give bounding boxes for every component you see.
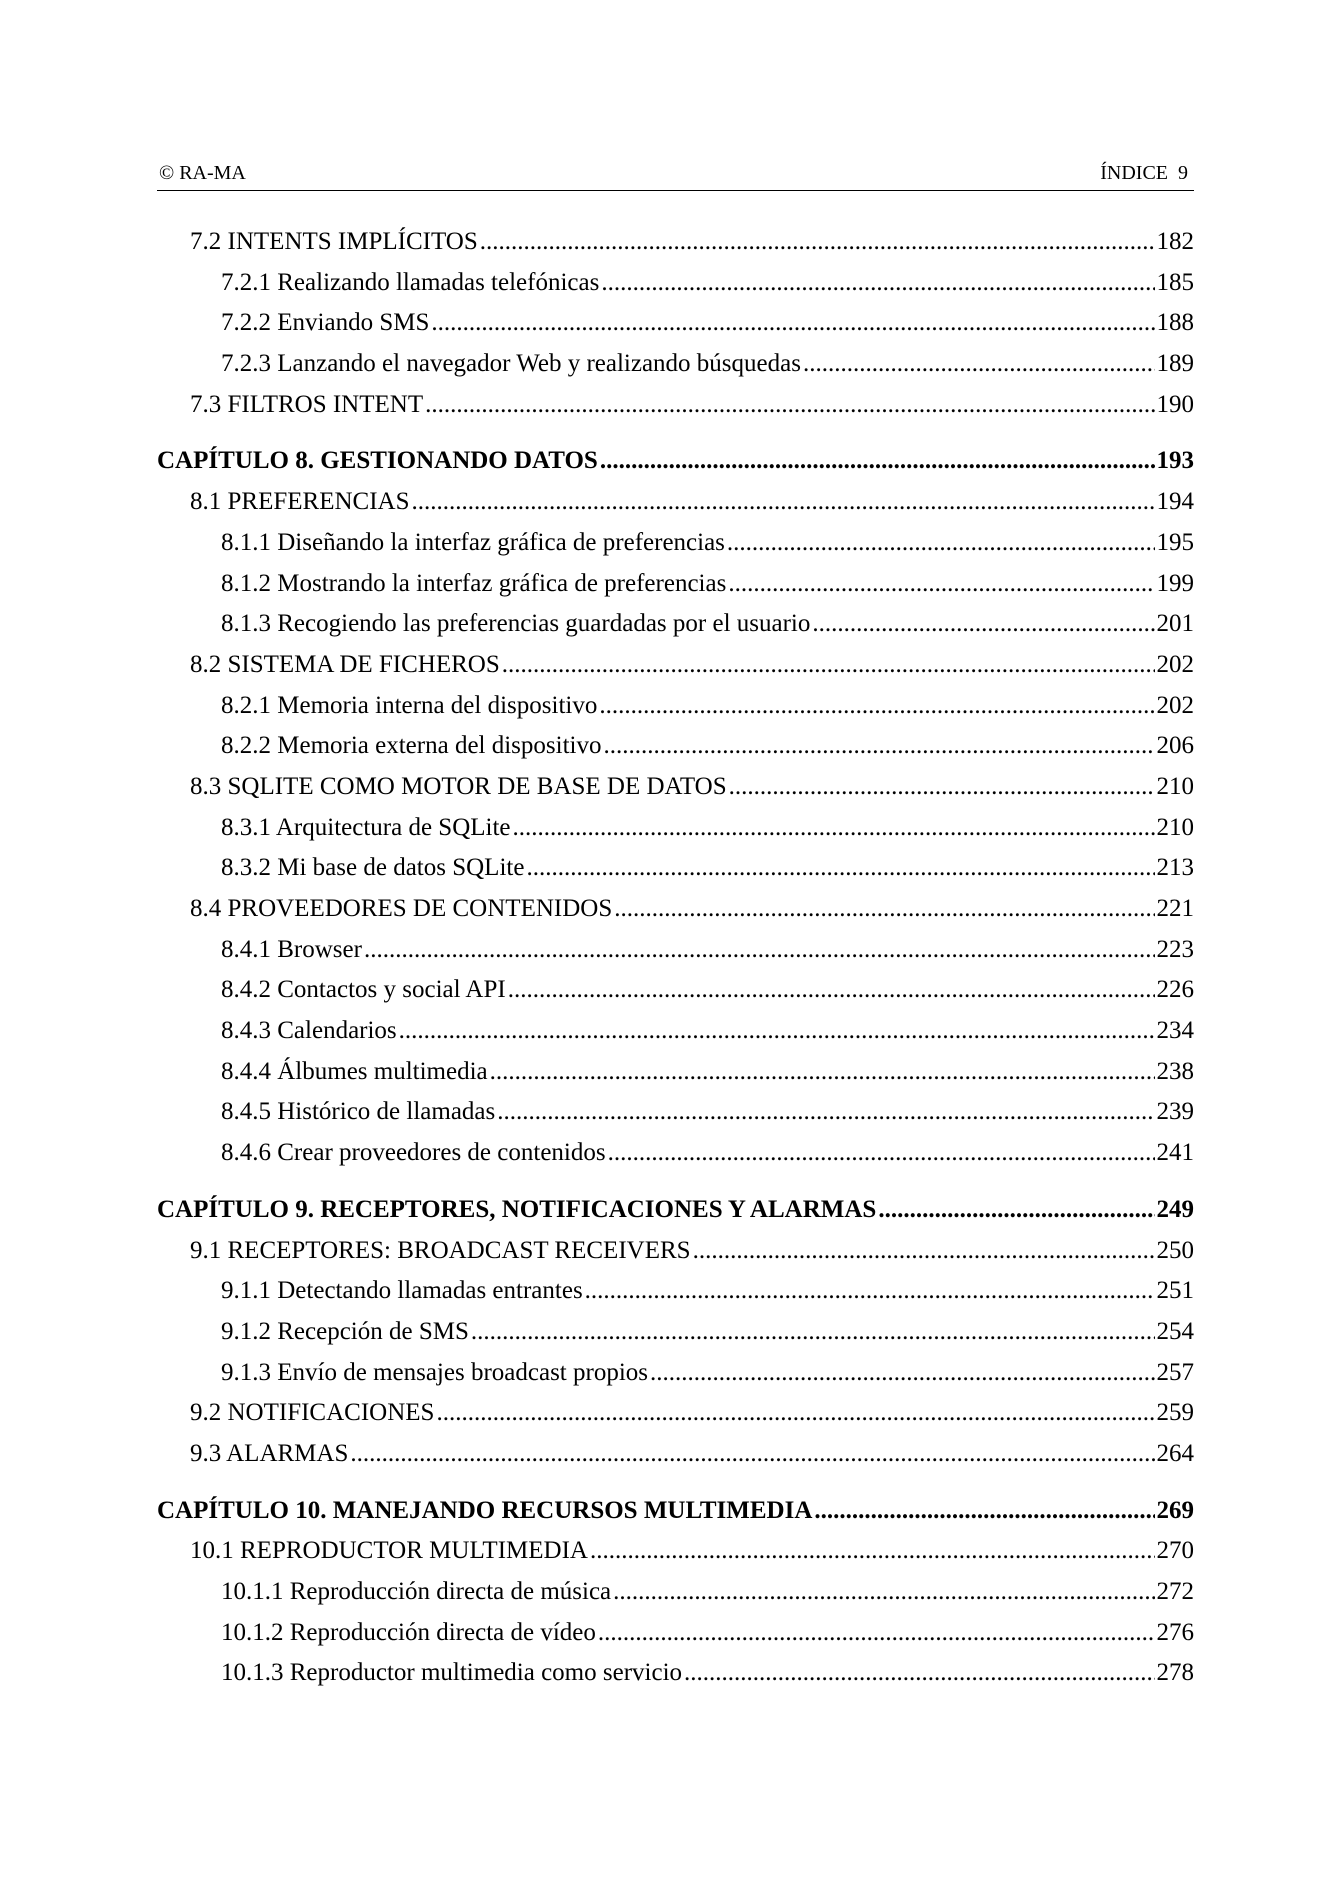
toc-entry-title: CAPÍTULO 8. GESTIONANDO DATOS [157, 447, 598, 475]
dot-leader [614, 889, 1154, 930]
toc-entry-page-number: 202 [1156, 691, 1194, 719]
toc-entry-page-number: 264 [1156, 1439, 1194, 1467]
dot-leader [411, 482, 1154, 523]
dot-leader [497, 1092, 1154, 1133]
toc-subsection-entry[interactable] [157, 848, 1194, 889]
table-of-contents [157, 222, 1194, 1694]
dot-leader [490, 1052, 1155, 1093]
toc-section-entry[interactable] [157, 222, 1194, 263]
dot-leader [502, 645, 1155, 686]
toc-subsection-entry[interactable] [157, 1052, 1194, 1093]
toc-subsection-entry[interactable] [157, 1092, 1194, 1133]
toc-entry-page-number: 272 [1156, 1578, 1194, 1605]
toc-entry-title: 8.4.2 Contactos y social API [221, 976, 506, 1004]
toc-section-entry[interactable] [157, 1231, 1194, 1272]
toc-section-entry[interactable] [157, 645, 1194, 686]
toc-entry-page-number: 206 [1156, 732, 1194, 760]
dot-leader [613, 1572, 1154, 1613]
toc-subsection-entry[interactable] [157, 604, 1194, 645]
toc-entry-title: 8.4 PROVEEDORES DE CONTENIDOS [190, 895, 613, 922]
toc-entry-page-number: 238 [1156, 1057, 1194, 1085]
dot-leader [600, 441, 1155, 482]
toc-entry-title: 8.3.2 Mi base de datos SQLite [221, 854, 525, 882]
dot-leader [684, 1653, 1154, 1694]
toc-subsection-entry[interactable] [157, 523, 1194, 564]
dot-leader [878, 1190, 1154, 1231]
toc-entry-page-number: 270 [1156, 1537, 1194, 1565]
toc-subsection-entry[interactable] [157, 686, 1194, 727]
publisher-copyright: © RA-MA [159, 162, 246, 184]
toc-entry-title: 8.4.3 Calendarios [221, 1017, 397, 1045]
toc-section-entry[interactable] [157, 385, 1194, 426]
toc-subsection-entry[interactable] [157, 1613, 1194, 1654]
toc-entry-page-number: 226 [1156, 976, 1194, 1004]
toc-entry-title: 8.1.2 Mostrando la interfaz gráfica de preferencias [221, 569, 727, 597]
dot-leader [431, 303, 1154, 344]
toc-entry-page-number: 190 [1156, 390, 1194, 418]
dot-leader [603, 726, 1154, 767]
toc-entry-page-number: 234 [1156, 1017, 1194, 1045]
dot-leader [601, 263, 1154, 304]
toc-chapter-entry[interactable] [157, 1491, 1194, 1532]
toc-entry-title: 8.4.1 Browser [221, 935, 362, 963]
toc-section-entry[interactable] [157, 889, 1194, 930]
toc-subsection-entry[interactable] [157, 970, 1194, 1011]
toc-section-entry[interactable] [157, 1434, 1194, 1475]
toc-entry-title: 7.2.2 Enviando SMS [221, 309, 430, 337]
toc-subsection-entry[interactable] [157, 564, 1194, 605]
toc-entry-title: 7.2.1 Realizando llamadas telefónicas [221, 268, 600, 296]
toc-entry-page-number: 199 [1156, 569, 1194, 597]
toc-subsection-entry[interactable] [157, 1353, 1194, 1394]
toc-section-entry[interactable] [157, 767, 1194, 808]
dot-leader [727, 523, 1155, 564]
toc-entry-page-number: 250 [1156, 1236, 1194, 1264]
toc-entry-page-number: 254 [1156, 1317, 1194, 1345]
toc-entry-page-number: 194 [1156, 488, 1194, 516]
toc-entry-title: 9.2 NOTIFICACIONES [190, 1399, 435, 1427]
toc-entry-title: 7.2.3 Lanzando el navegador Web y realizando búsquedas [221, 350, 801, 378]
toc-entry-title: CAPÍTULO 10. MANEJANDO RECURSOS MULTIMEDIA [157, 1496, 813, 1524]
toc-subsection-entry[interactable] [157, 1011, 1194, 1052]
toc-entry-title: 10.1.3 Reproductor multimedia como servicio [221, 1659, 683, 1687]
toc-entry-page-number: 195 [1156, 528, 1194, 556]
toc-entry-title: 9.1 RECEPTORES: BROADCAST RECEIVERS [190, 1236, 691, 1264]
toc-chapter-entry[interactable] [157, 441, 1194, 482]
toc-entry-title: 8.2.1 Memoria interna del dispositivo [221, 691, 598, 719]
toc-subsection-entry[interactable] [157, 1572, 1194, 1613]
dot-leader [364, 930, 1155, 971]
dot-leader [480, 222, 1155, 263]
toc-subsection-entry[interactable] [157, 263, 1194, 304]
dot-leader [814, 1491, 1154, 1532]
toc-subsection-entry[interactable] [157, 726, 1194, 767]
toc-entry-title: 10.1.1 Reproducción directa de música [221, 1578, 612, 1605]
toc-entry-title: 8.2.2 Memoria externa del dispositivo [221, 732, 602, 760]
dot-leader [399, 1011, 1155, 1052]
dot-leader [436, 1393, 1154, 1434]
toc-section-entry[interactable] [157, 1531, 1194, 1572]
toc-entry-page-number: 193 [1156, 447, 1194, 475]
toc-entry-page-number: 269 [1156, 1496, 1194, 1524]
toc-entry-page-number: 210 [1156, 772, 1194, 800]
toc-entry-title: 8.4.4 Álbumes multimedia [221, 1057, 488, 1085]
toc-entry-title: 9.1.2 Recepción de SMS [221, 1317, 469, 1345]
toc-subsection-entry[interactable] [157, 344, 1194, 385]
dot-leader [693, 1231, 1155, 1272]
toc-chapter-entry[interactable] [157, 1190, 1194, 1231]
toc-entry-page-number: 251 [1156, 1277, 1194, 1305]
toc-entry-page-number: 221 [1156, 895, 1194, 922]
section-and-page-number: ÍNDICE 9 [1100, 162, 1188, 184]
toc-entry-title: 10.1.2 Reproducción directa de vídeo [221, 1618, 596, 1646]
toc-entry-title: 8.4.6 Crear proveedores de contenidos [221, 1139, 606, 1167]
dot-leader [425, 385, 1154, 426]
toc-subsection-entry[interactable] [157, 808, 1194, 849]
toc-entry-page-number: 210 [1156, 813, 1194, 841]
toc-entry-title: 7.2 INTENTS IMPLÍCITOS [190, 228, 478, 255]
toc-entry-page-number: 202 [1156, 650, 1194, 678]
toc-entry-title: 9.3 ALARMAS [190, 1439, 349, 1467]
toc-section-entry[interactable] [157, 482, 1194, 523]
toc-entry-title: 9.1.1 Detectando llamadas entrantes [221, 1277, 583, 1305]
dot-leader [729, 767, 1155, 808]
dot-leader [608, 1133, 1155, 1174]
toc-entry-page-number: 189 [1156, 350, 1194, 378]
dot-leader [598, 1613, 1155, 1654]
toc-subsection-entry[interactable] [157, 1271, 1194, 1312]
toc-subsection-entry[interactable] [157, 303, 1194, 344]
toc-entry-page-number: 213 [1156, 854, 1194, 882]
toc-entry-title: 8.1.1 Diseñando la interfaz gráfica de preferencias [221, 528, 725, 556]
toc-entry-page-number: 239 [1156, 1098, 1194, 1126]
dot-leader [650, 1353, 1155, 1394]
toc-entry-page-number: 188 [1156, 309, 1194, 337]
toc-section-entry[interactable] [157, 1393, 1194, 1434]
dot-leader [812, 604, 1154, 645]
toc-entry-title: CAPÍTULO 9. RECEPTORES, NOTIFICACIONES Y ALARMAS [157, 1195, 877, 1223]
toc-subsection-entry[interactable] [157, 1653, 1194, 1694]
dot-leader [526, 848, 1154, 889]
dot-leader [513, 808, 1155, 849]
toc-subsection-entry[interactable] [157, 1133, 1194, 1174]
toc-subsection-entry[interactable] [157, 930, 1194, 971]
dot-leader [590, 1531, 1155, 1572]
toc-entry-page-number: 223 [1156, 935, 1194, 963]
toc-entry-title: 8.2 SISTEMA DE FICHEROS [190, 650, 500, 678]
toc-entry-title: 8.3.1 Arquitectura de SQLite [221, 813, 511, 841]
toc-entry-page-number: 276 [1156, 1618, 1194, 1646]
dot-leader [471, 1312, 1155, 1353]
dot-leader [350, 1434, 1154, 1475]
toc-subsection-entry[interactable] [157, 1312, 1194, 1353]
toc-entry-title: 10.1 REPRODUCTOR MULTIMEDIA [190, 1537, 588, 1565]
toc-entry-title: 8.4.5 Histórico de llamadas [221, 1098, 496, 1126]
toc-entry-page-number: 278 [1156, 1659, 1194, 1687]
toc-entry-page-number: 201 [1156, 610, 1194, 638]
toc-entry-title: 8.1.3 Recogiendo las preferencias guardadas por el usuario [221, 610, 811, 638]
toc-entry-page-number: 257 [1156, 1358, 1194, 1386]
toc-entry-title: 7.3 FILTROS INTENT [190, 390, 424, 418]
toc-entry-page-number: 182 [1156, 228, 1194, 255]
toc-entry-title: 9.1.3 Envío de mensajes broadcast propios [221, 1358, 648, 1386]
toc-entry-title: 8.1 PREFERENCIAS [190, 488, 410, 516]
toc-entry-page-number: 185 [1156, 268, 1194, 296]
dot-leader [508, 970, 1155, 1011]
toc-entry-title: 8.3 SQLITE COMO MOTOR DE BASE DE DATOS [190, 772, 727, 800]
dot-leader [803, 344, 1155, 385]
running-header [157, 162, 1194, 191]
toc-entry-page-number: 259 [1156, 1399, 1194, 1427]
toc-entry-page-number: 241 [1156, 1139, 1194, 1167]
toc-entry-page-number: 249 [1156, 1195, 1194, 1223]
dot-leader [585, 1271, 1155, 1312]
dot-leader [599, 686, 1154, 727]
dot-leader [728, 564, 1154, 605]
